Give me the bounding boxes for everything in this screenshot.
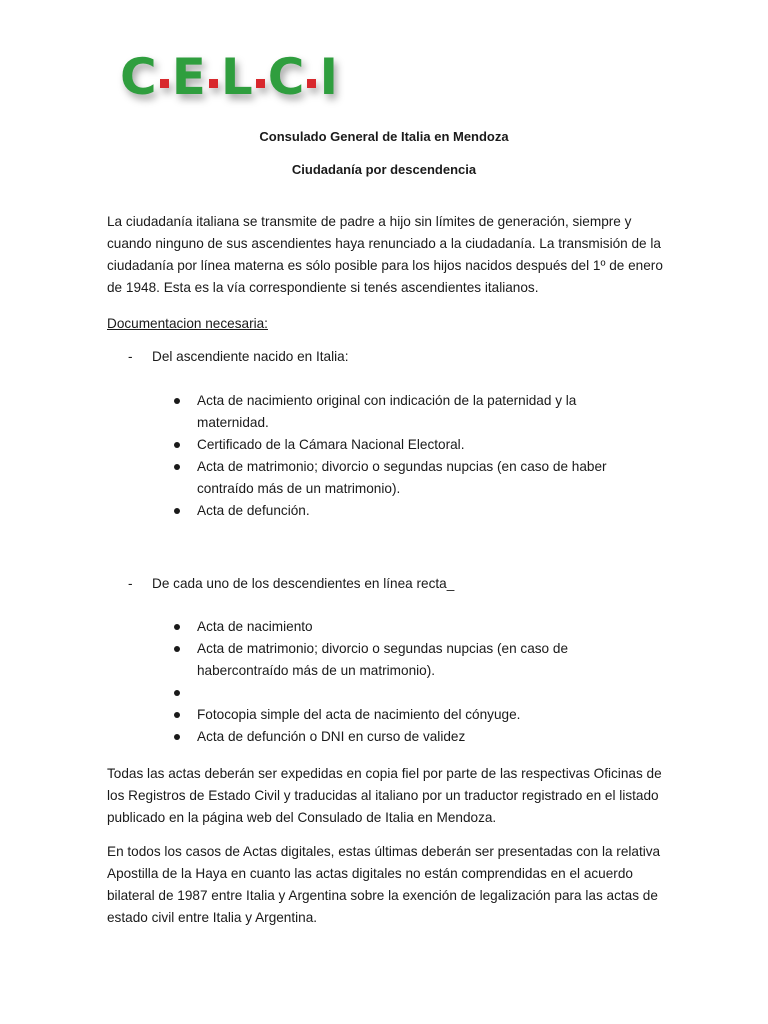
logo-letter: C [267, 48, 305, 106]
logo-dot [209, 79, 218, 88]
ascendant-documents-list [172, 390, 622, 522]
logo-letter: C [120, 48, 157, 106]
section-label: De cada uno de los descendientes en línea recta_ [152, 576, 455, 591]
logo-dot [307, 79, 316, 88]
list-item: Acta de nacimiento original con indicación de la paternidad y la maternidad. [172, 390, 622, 434]
section-label-descendants [128, 573, 454, 595]
list-item-empty [172, 682, 622, 704]
list-item: Acta de defunción. [172, 500, 622, 522]
page-subtitle: Ciudadanía por descendencia [291, 162, 477, 177]
logo-letter: I [319, 48, 339, 106]
section-label: Del ascendiente nacido en Italia: [152, 349, 349, 364]
documentation-heading: Documentacion necesaria: [107, 316, 268, 331]
celci-logo [120, 48, 339, 106]
logo-letter: E [171, 48, 206, 106]
list-item: Acta de defunción o DNI en curso de validez [172, 726, 622, 748]
list-item: Acta de matrimonio; divorcio o segundas nupcias (en caso de haber contraído más de un matrimonio). [172, 456, 622, 500]
dash-marker: - [128, 349, 133, 364]
translation-paragraph: Todas las actas deberán ser expedidas en copia fiel por parte de las respectivas Oficinas de los Registros de Estado Civil y traducidas al italiano por un traductor registrado en el listado publicado en la página web del Consulado de Italia en Mendoza. [107, 766, 662, 825]
list-item: Certificado de la Cámara Nacional Electoral. [172, 434, 622, 456]
list-item: Acta de nacimiento [172, 616, 622, 638]
digital-acts-paragraph: En todos los casos de Actas digitales, estas últimas deberán ser presentadas con la relativa Apostilla de la Haya en cuanto las actas digitales no están comprendidas en el acuerdo bilateral de 1987 entre Italia y Argentina sobre la exención de legalización para las actas de estado civil entre Italia y Argentina. [107, 844, 661, 925]
logo-dot [256, 79, 265, 88]
list-item: Acta de matrimonio; divorcio o segundas nupcias (en caso de habercontraído más de un matrimonio). [172, 638, 622, 682]
list-item: Fotocopia simple del acta de nacimiento del cónyuge. [172, 704, 622, 726]
page-title: Consulado General de Italia en Mendoza [259, 129, 509, 144]
logo-letter: L [220, 48, 253, 106]
descendant-documents-list [172, 616, 622, 748]
intro-paragraph: La ciudadanía italiana se transmite de padre a hijo sin límites de generación, siempre y cuando ninguno de sus ascendientes haya renunciado a la ciudadanía. La transmisión de la ciudadanía por línea materna es sólo posible para los hijos nacidos después del 1º de enero de 1948. Esta es la vía correspondiente si tenés ascendientes italianos. [107, 214, 663, 295]
dash-marker: - [128, 576, 133, 591]
logo-dot [160, 79, 169, 88]
section-label-ascendant [128, 346, 349, 368]
